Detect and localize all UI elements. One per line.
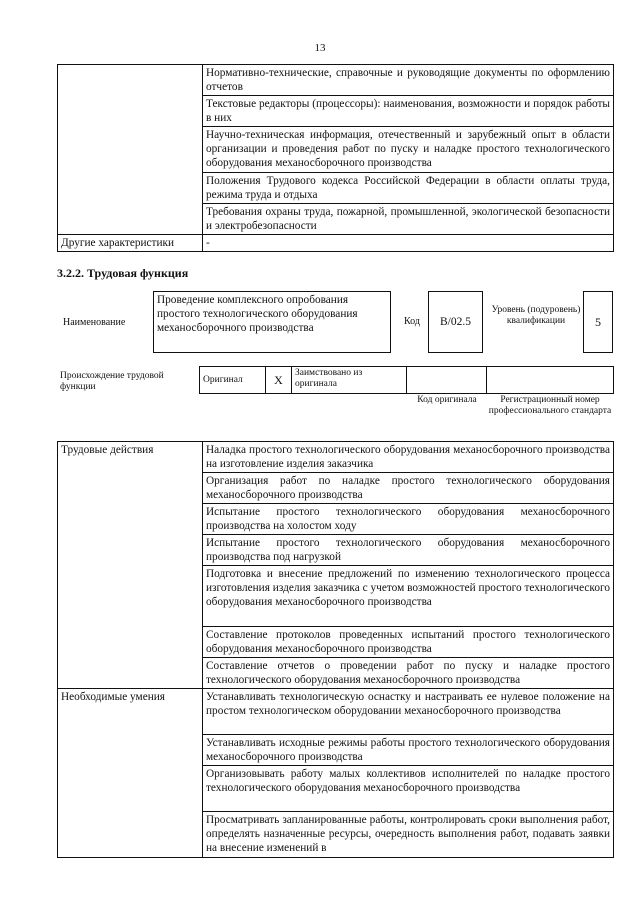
qualification-level-label: Уровень (подуровень) квалификации [491,305,581,326]
actions-label: Трудовые действия [58,442,203,689]
code-original-label: Код оригинала [417,395,477,405]
knowledge-item: Текстовые редакторы (процессоры): наименования, возможности и порядок работы в них [203,96,614,127]
page-number: 13 [314,42,326,54]
knowledge-item: Нормативно-технические, справочные и руководящие документы по оформлению отчетов [203,65,614,96]
skill-item: Просматривать запланированные работы, контролировать сроки выполнения работ, определять назначенные ресурсы, очередность выполнения работ, подавать заявки на внесение изменений в [203,812,614,858]
table-row [58,65,614,96]
origin-label: Происхождение трудовой функции [60,371,164,392]
original-code-cell [407,367,487,394]
table-row [58,689,614,735]
knowledge-item: Требования охраны труда, пожарной, промышленной, экологической безопасности и электробезопасности [203,204,614,235]
name-label: Наименование [63,317,126,328]
level-value-box: 5 [583,291,613,353]
origin-table [199,366,614,394]
other-characteristics-value: - [203,235,614,252]
knowledge-item: Положения Трудового кодекса Российской Федерации в области оплаты труда, режима труда и отдыха [203,173,614,204]
skills-label: Необходимые умения [58,689,203,858]
section-title: 3.2.2. Трудовая функция [57,266,189,280]
code-value-box: B/02.5 [428,291,483,353]
skill-item: Устанавливать технологическую оснастку и настраивать ее нулевое положение на простом технологическом оборудовании механосборочного производства [203,689,614,735]
action-item: Подготовка и внесение предложений по изменению технологического процесса изготовления изделия заказчика с учетом возможностей простого технологического оборудования механосборочного производства [203,566,614,627]
table-row [58,442,614,473]
borrowed-label: Заимствовано из оригинала [292,367,407,394]
knowledge-table [57,64,614,252]
original-label: Оригинал [200,367,266,394]
action-item: Составление протоколов проведенных испытаний простого технологического оборудования механосборочного производства [203,627,614,658]
action-item: Составление отчетов о проведении работ по пуску и наладке простого технологического оборудования механосборочного производства [203,658,614,689]
other-characteristics-label: Другие характеристики [58,235,203,252]
action-item: Организация работ по наладке простого технологического оборудования механосборочного производства [203,473,614,504]
skill-item: Организовывать работу малых коллективов исполнителей по наладке простого технологического оборудования механосборочного производства [203,766,614,812]
original-mark: X [266,367,292,394]
reg-number-label: Регистрационный номер профессионального стандарта [488,395,612,416]
knowledge-item: Научно-техническая информация, отечественный и зарубежный опыт в области организации и проведения работ по пуску и наладке простого технологического оборудования механосборочного производства [203,127,614,173]
function-name-box: Проведение комплексного опробования простого технологического оборудования механосборочного производства [153,291,391,353]
action-item: Испытание простого технологического оборудования механосборочного производства под нагрузкой [203,535,614,566]
code-label: Код [404,316,420,327]
labor-function-table [57,441,614,858]
table-row [200,367,614,394]
skill-item: Устанавливать исходные режимы работы простого технологического оборудования механосборочного производства [203,735,614,766]
registration-number-cell [487,367,614,394]
action-item: Испытание простого технологического оборудования механосборочного производства на холостом ходу [203,504,614,535]
label-cell-empty [58,65,203,235]
table-row [58,235,614,252]
action-item: Наладка простого технологического оборудования механосборочного производства на изготовление изделия заказчика [203,442,614,473]
